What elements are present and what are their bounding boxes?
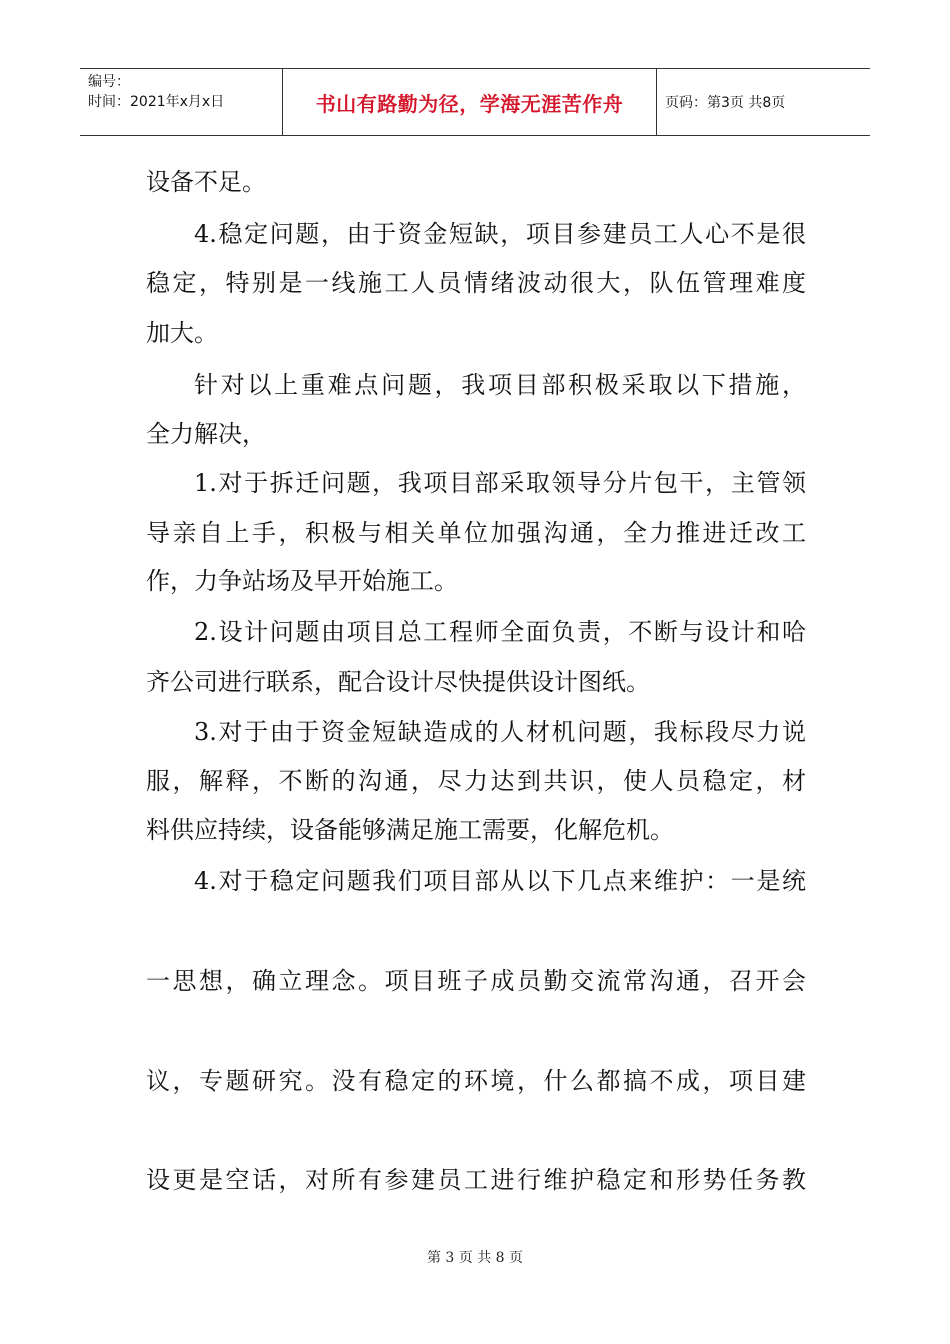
body-line: 2.设计问题由项目总工程师全面负责，不断与设计和哈 (194, 618, 806, 646)
body-line: 设备不足。 (146, 168, 266, 196)
body-line: 作，力争站场及早开始施工。 (146, 567, 458, 595)
body-line: 导亲自上手，积极与相关单位加强沟通，全力推进迁改工 (146, 519, 806, 547)
body-line: 加大。 (146, 319, 218, 347)
header-motto-cell (283, 69, 657, 135)
body-line: 1.对于拆迁问题，我项目部采取领导分片包干，主管领 (194, 469, 806, 497)
page-header (80, 68, 870, 136)
body-line: 服，解释，不断的沟通，尽力达到共识，使人员稳定，材 (146, 767, 806, 795)
body-line: 料供应持续，设备能够满足施工需要，化解危机。 (146, 816, 674, 844)
header-page-cell (657, 69, 870, 135)
body-line: 议，专题研究。没有稳定的环境，什么都搞不成，项目建 (146, 1067, 806, 1095)
header-page-number: 页码：第3页 共8页 (665, 95, 786, 111)
body-line: 4.稳定问题，由于资金短缺，项目参建员工人心不是很 (194, 220, 806, 248)
document-number-label: 编号： (88, 74, 130, 90)
body-line: 全力解决， (146, 420, 266, 448)
body-line: 一思想，确立理念。项目班子成员勤交流常沟通，召开会 (146, 967, 806, 995)
document-date-label: 时间：2021年x月x日 (88, 94, 225, 110)
page-footer (0, 1247, 950, 1267)
header-motto: 书山有路勤为径，学海无涯苦作舟 (315, 91, 624, 116)
body-line: 3.对于由于资金短缺造成的人材机问题，我标段尽力说 (194, 718, 806, 746)
body-line: 设更是空话，对所有参建员工进行维护稳定和形势任务教 (146, 1166, 806, 1194)
body-line: 稳定，特别是一线施工人员情绪波动很大，队伍管理难度 (146, 269, 806, 297)
header-info-cell (80, 69, 283, 135)
body-line: 4.对于稳定问题我们项目部从以下几点来维护：一是统 (194, 867, 806, 895)
body-line: 齐公司进行联系，配合设计尽快提供设计图纸。 (146, 668, 650, 696)
footer-page-number: 第 3 页 共 8 页 (426, 1250, 524, 1266)
body-line: 针对以上重难点问题，我项目部积极采取以下措施， (194, 371, 806, 399)
